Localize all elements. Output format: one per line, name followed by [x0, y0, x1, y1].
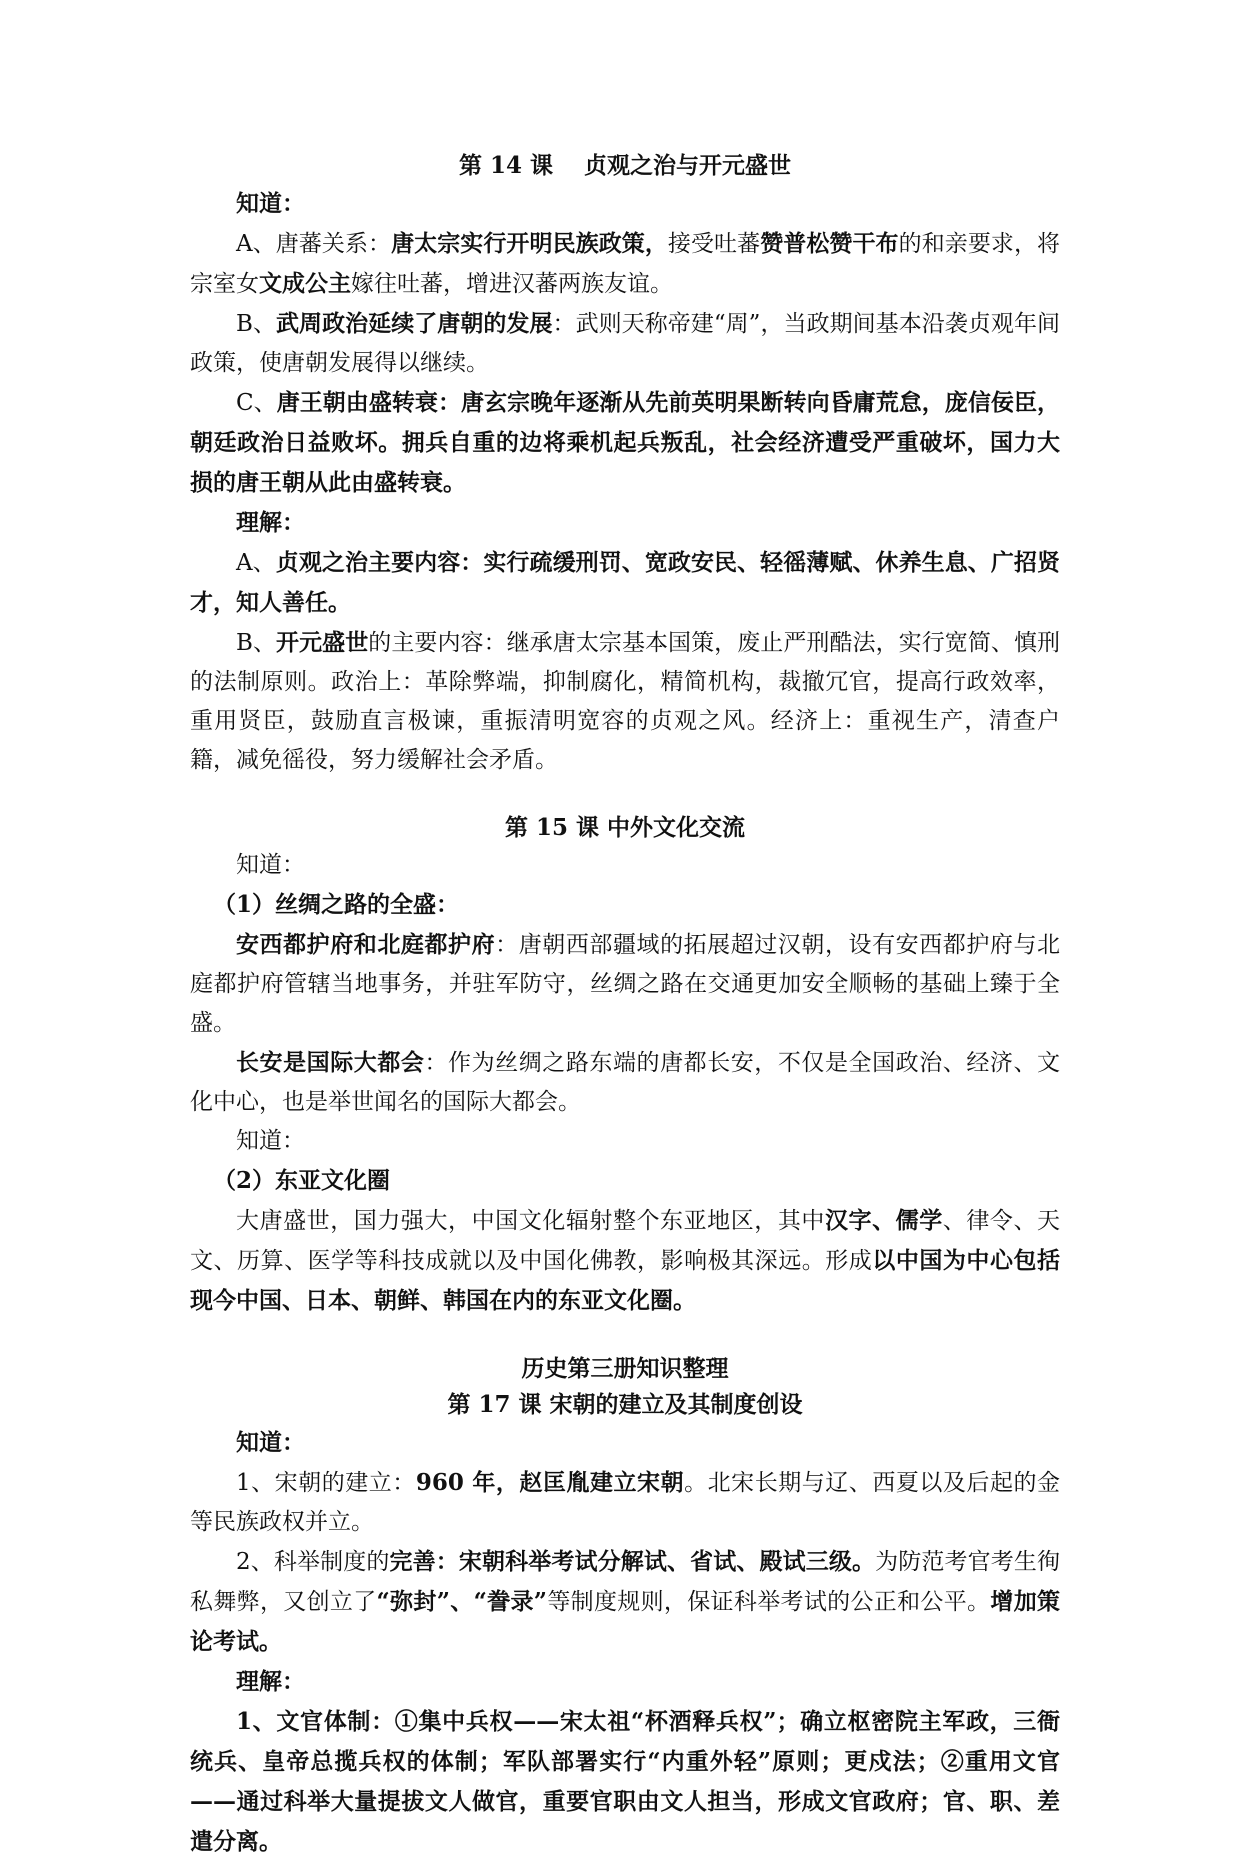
paragraph	[190, 224, 1060, 304]
paragraph	[190, 885, 1060, 925]
section-title: 第 14 课 贞观之治与开元盛世	[458, 152, 792, 179]
bold-text-run: 长安是国际大都会	[236, 1049, 425, 1076]
text-run: 等制度规则，保证科举考试的公正和公平。	[547, 1589, 991, 1615]
section-gap	[190, 780, 1060, 810]
paragraph	[190, 383, 1060, 503]
text-run: 1、宋朝的建立：	[236, 1470, 416, 1496]
section-title: 第 17 课 宋朝的建立及其制度创设	[447, 1391, 803, 1418]
text-run: 。北宋长期与辽、西夏以及后起的金等民族政权并立。	[190, 1470, 1061, 1535]
paragraph	[190, 1423, 1060, 1463]
text-run: 的主要内容：继承唐太宗基本国策，废止严刑酷法，实行宽简、慎刑的法制原则。政治上：革除弊端，抑制腐化，精简机构，裁撤冗官，提高行政效率，重用贤臣，鼓励直言极谏，重振清明宽容的贞观之风。经济上：重视生产，清查户籍，减免徭役，努力缓解社会矛盾。	[190, 630, 1061, 773]
bold-text-run: （1）丝绸之路的全盛：	[213, 891, 460, 918]
text-run: B、	[236, 630, 277, 656]
text-run: ：武则天称帝建“周”，当政期间基本沿袭贞观年间政策，使唐朝发展得以继续。	[190, 311, 1061, 376]
paragraph	[190, 925, 1060, 1043]
text-run: 2、科举制度的	[236, 1549, 390, 1575]
text-run: B、	[236, 311, 276, 337]
bold-text-run: 开元盛世	[276, 629, 369, 656]
text-run: 、律令、天文、历算、医学等科技成就以及中国化佛教，影响极其深远。形成	[190, 1208, 1061, 1274]
text-run: 为防范考官考生徇私舞弊，又创立了	[190, 1549, 1061, 1615]
paragraph	[190, 543, 1060, 623]
paragraph	[190, 1201, 1060, 1321]
text-run: 知道：	[236, 852, 305, 878]
bold-text-run: 知道：	[236, 190, 305, 217]
bold-text-run: 文成公主	[259, 270, 351, 297]
bold-text-run: “弥封”、“誊录”	[376, 1588, 548, 1615]
text-run: ：作为丝绸之路东端的唐都长安，不仅是全国政治、经济、文化中心，也是举世闻名的国际大都会。	[190, 1050, 1061, 1115]
bold-text-run: 完善：宋朝科举考试分解试、省试、殿试三级。	[389, 1548, 876, 1575]
bold-text-run: 唐王朝由盛转衰：唐玄宗晚年逐渐从先前英明果断转向昏庸荒怠，庞信佞臣，朝廷政治日益败坏。拥兵自重的边将乘机起兵叛乱，社会经济遭受严重破坏，国力大损的唐王朝从此由盛转衰。	[190, 389, 1060, 496]
text-run: A、唐蕃关系：	[236, 231, 392, 257]
paragraph	[190, 304, 1060, 383]
bold-text-run: 理解：	[236, 509, 305, 536]
paragraph	[190, 184, 1060, 224]
paragraph	[190, 1662, 1060, 1702]
bold-text-run: 增加策论考试。	[190, 1588, 1061, 1655]
bold-text-run: 理解：	[236, 1668, 305, 1695]
paragraph	[190, 1542, 1060, 1662]
bold-text-run: 960 年，赵匡胤建立宋朝	[415, 1469, 685, 1496]
paragraph	[190, 1161, 1060, 1201]
paragraph	[190, 1702, 1060, 1862]
bold-text-run: 汉字、儒学	[824, 1207, 943, 1234]
bold-text-run: 安西都护府和北庭都护府	[236, 931, 496, 958]
paragraph	[190, 503, 1060, 543]
bold-text-run: 1、文官体制：①集中兵权——宋太祖“杯酒释兵权”；确立枢密院主军政，三衙统兵、皇帝总揽兵权的体制；军队部署实行“内重外轻”原则；更戍法；②重用文官——通过科举大量提拔文人做官，重要官职由文人担当，形成文官政府；官、职、差遣分离。	[190, 1708, 1060, 1855]
bold-text-run: 知道：	[236, 1429, 305, 1456]
text-run: 接受吐蕃	[667, 231, 761, 257]
document-page	[190, 148, 1060, 1862]
paragraph	[190, 1043, 1060, 1122]
lesson-section	[190, 148, 1060, 780]
bold-text-run: 武周政治延续了唐朝的发展	[276, 310, 553, 337]
text-run: 大唐盛世，国力强大，中国文化辐射整个东亚地区，其中	[236, 1208, 825, 1234]
paragraph	[190, 846, 1060, 885]
paragraph	[190, 1122, 1060, 1161]
lesson-section	[190, 1321, 1060, 1862]
bold-text-run: 以中国为中心包括现今中国、日本、朝鲜、韩国在内的东亚文化圈。	[190, 1247, 1061, 1314]
bold-text-run: 贞观之治主要内容：实行疏缓刑罚、宽政安民、轻徭薄赋、休养生息、广招贤才，知人善任。	[190, 549, 1060, 616]
paragraph	[190, 1463, 1060, 1542]
lesson-section	[190, 780, 1060, 1321]
text-run: 嫁往吐蕃，增进汉蕃两族友谊。	[351, 271, 673, 297]
section-gap	[190, 1321, 1060, 1351]
section-title: 第 15 课 中外文化交流	[504, 814, 746, 841]
bold-text-run: （2）东亚文化圈	[213, 1167, 391, 1194]
section-title: 历史第三册知识整理	[521, 1355, 729, 1382]
text-run: 的和亲要求，将宗室女	[190, 231, 1061, 297]
text-run: A、	[236, 550, 276, 576]
paragraph	[190, 623, 1060, 780]
text-run: 知道：	[236, 1128, 305, 1154]
bold-text-run: 唐太宗实行开明民族政策，	[391, 230, 668, 257]
text-run: C、	[236, 390, 277, 416]
bold-text-run: 赞普松赞干布	[760, 230, 899, 257]
text-run: ：唐朝西部疆域的拓展超过汉朝，设有安西都护府与北庭都护府管辖当地事务，并驻军防守，丝绸之路在交通更加安全顺畅的基础上臻于全盛。	[190, 932, 1061, 1036]
